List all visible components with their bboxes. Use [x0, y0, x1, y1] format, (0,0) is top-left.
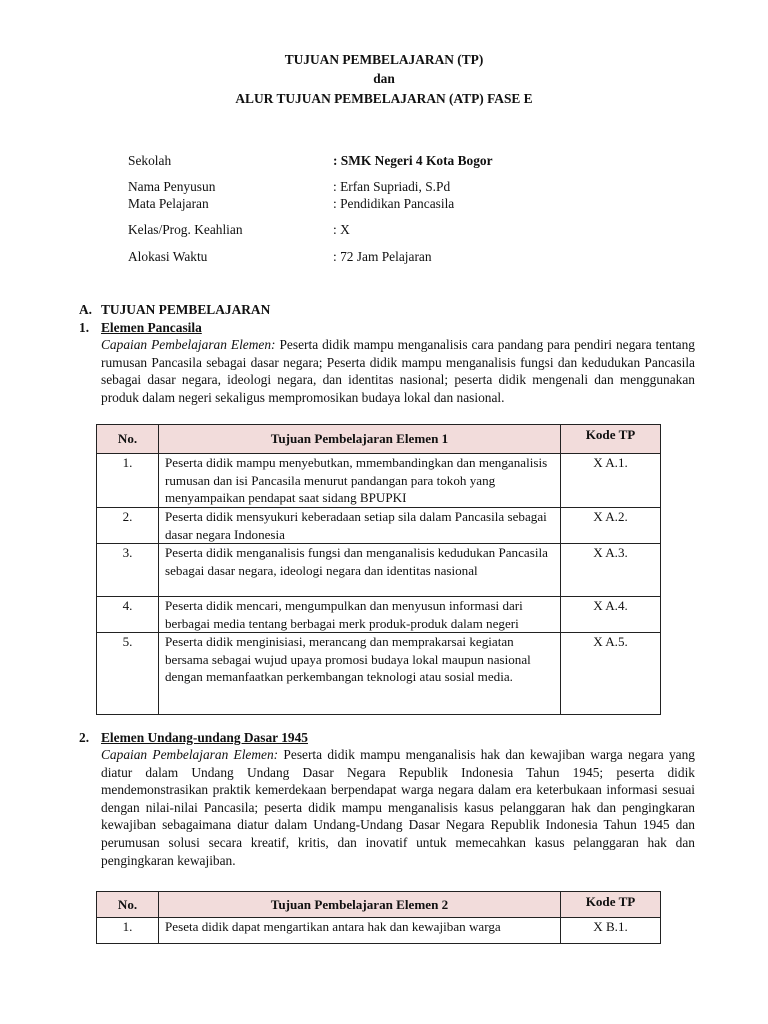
row-no: 2.: [97, 508, 159, 544]
col-header-kode: Kode TP: [561, 892, 661, 918]
identity-label-sekolah: Sekolah: [128, 153, 172, 168]
identity-label-kelas: Kelas/Prog. Keahlian: [128, 222, 243, 237]
element1-cp-text: Peserta didik mampu menganalisis cara pandang para pendiri negara tentang rumusan Pancasila sebagai dasar negara; Peserta didik mampu menganalisis fungsi dan kedudukan Pancasila sebagai dasar negara, ideologi negara, dan identitas nasional; peserta didik mengenali dan menggunakan produk dalam negeri sekaligus mempromosikan budaya lokal dan nasional.: [101, 337, 695, 405]
element2-cp-label: Capaian Pembelajaran Elemen:: [101, 747, 279, 762]
identity-value-alokasi: : 72 Jam Pelajaran: [333, 249, 432, 264]
element2-table: [96, 891, 661, 944]
identity-label-alokasi: Alokasi Waktu: [128, 249, 208, 264]
element1-title: Elemen Pancasila: [101, 320, 202, 335]
table-row: [97, 508, 661, 544]
row-kode: X A.2.: [561, 508, 661, 544]
element1-table: [96, 424, 661, 715]
row-tp: Peserta didik mampu menyebutkan, mmembandingkan dan menganalisis rumusan dan isi Pancasila menurut pandangan para tokoh yang menyampaikan pendapat saat sidang BPUPKI: [159, 454, 561, 508]
col-header-kode: Kode TP: [561, 425, 661, 454]
element2-number: 2.: [79, 730, 90, 745]
element1-cp-label: Capaian Pembelajaran Elemen:: [101, 337, 276, 352]
row-tp: Peseta didik dapat mengartikan antara hak dan kewajiban warga: [159, 918, 561, 944]
doc-title-line1: TUJUAN PEMBELAJARAN (TP): [284, 52, 484, 67]
col-header-tp: Tujuan Pembelajaran Elemen 1: [159, 425, 561, 454]
element2-cp-text: Peserta didik mampu menganalisis hak dan kewajiban warga negara yang diatur dalam Undang Undang Dasar Negara Republik Indonesia Tahun 1945; peserta didik mendemonstrasikan praktik kemerdekaan berpendapat warga negara dalam era keterbukaan informasi sesuai dengan nilai-nilai Pancasila; peserta didik mampu menganalisis kasus pelanggaran hak dan pengingkaran kewajiban sebagaimana diatur dalam Undang-Undang Dasar Negara Republik Indonesia Tahun 1945 dan perumusan solusi secara kreatif, kritis, dan inovatif untuk memecahkan kasus pelanggaran hak dan pengingkaran kewajiban.: [101, 747, 695, 868]
doc-title-line3: ALUR TUJUAN PEMBELAJARAN (ATP) FASE E: [235, 91, 533, 106]
row-no: 1.: [97, 454, 159, 508]
row-no: 4.: [97, 597, 159, 633]
identity-value-kelas: : X: [333, 222, 350, 237]
row-tp: Peserta didik mencari, mengumpulkan dan menyusun informasi dari berbagai media tentang berbagai merk produk-produk dalam negeri: [159, 597, 561, 633]
table-row: [97, 918, 661, 944]
col-header-no: No.: [97, 425, 159, 454]
doc-title-line2: dan: [373, 71, 395, 86]
identity-label-penyusun: Nama Penyusun: [128, 179, 216, 194]
identity-label-mapel: Mata Pelajaran: [128, 196, 209, 211]
row-kode: X A.5.: [561, 633, 661, 715]
row-kode: X A.1.: [561, 454, 661, 508]
row-kode: X B.1.: [561, 918, 661, 944]
table-row: [97, 454, 661, 508]
row-tp: Peserta didik menganalisis fungsi dan menganalisis kedudukan Pancasila sebagai dasar negara, ideologi negara dan identitas nasional: [159, 544, 561, 597]
row-no: 5.: [97, 633, 159, 715]
identity-value-sekolah: : SMK Negeri 4 Kota Bogor: [333, 153, 493, 168]
element2-capaian: [101, 746, 695, 869]
element2-title: Elemen Undang-undang Dasar 1945: [101, 730, 308, 745]
identity-value-mapel: : Pendidikan Pancasila: [333, 196, 455, 211]
table-row: [97, 544, 661, 597]
col-header-tp: Tujuan Pembelajaran Elemen 2: [159, 892, 561, 918]
row-no: 3.: [97, 544, 159, 597]
section-a-title: TUJUAN PEMBELAJARAN: [101, 302, 271, 317]
element1-capaian: [101, 336, 695, 406]
identity-value-penyusun: : Erfan Supriadi, S.Pd: [333, 179, 451, 194]
table-header-row: [97, 892, 661, 918]
row-tp: Peserta didik mensyukuri keberadaan setiap sila dalam Pancasila sebagai dasar negara Indonesia: [159, 508, 561, 544]
row-kode: X A.3.: [561, 544, 661, 597]
row-no: 1.: [97, 918, 159, 944]
table-row: [97, 633, 661, 715]
element1-number: 1.: [79, 320, 90, 335]
table-row: [97, 597, 661, 633]
row-kode: X A.4.: [561, 597, 661, 633]
section-a-letter: A.: [79, 302, 93, 317]
table-header-row: [97, 425, 661, 454]
row-tp: Peserta didik menginisiasi, merancang dan memprakarsai kegiatan bersama sebagai wujud upaya promosi budaya lokal maupun nasional dengan memanfaatkan perkembangan teknologi atau sosial media.: [159, 633, 561, 715]
col-header-no: No.: [97, 892, 159, 918]
